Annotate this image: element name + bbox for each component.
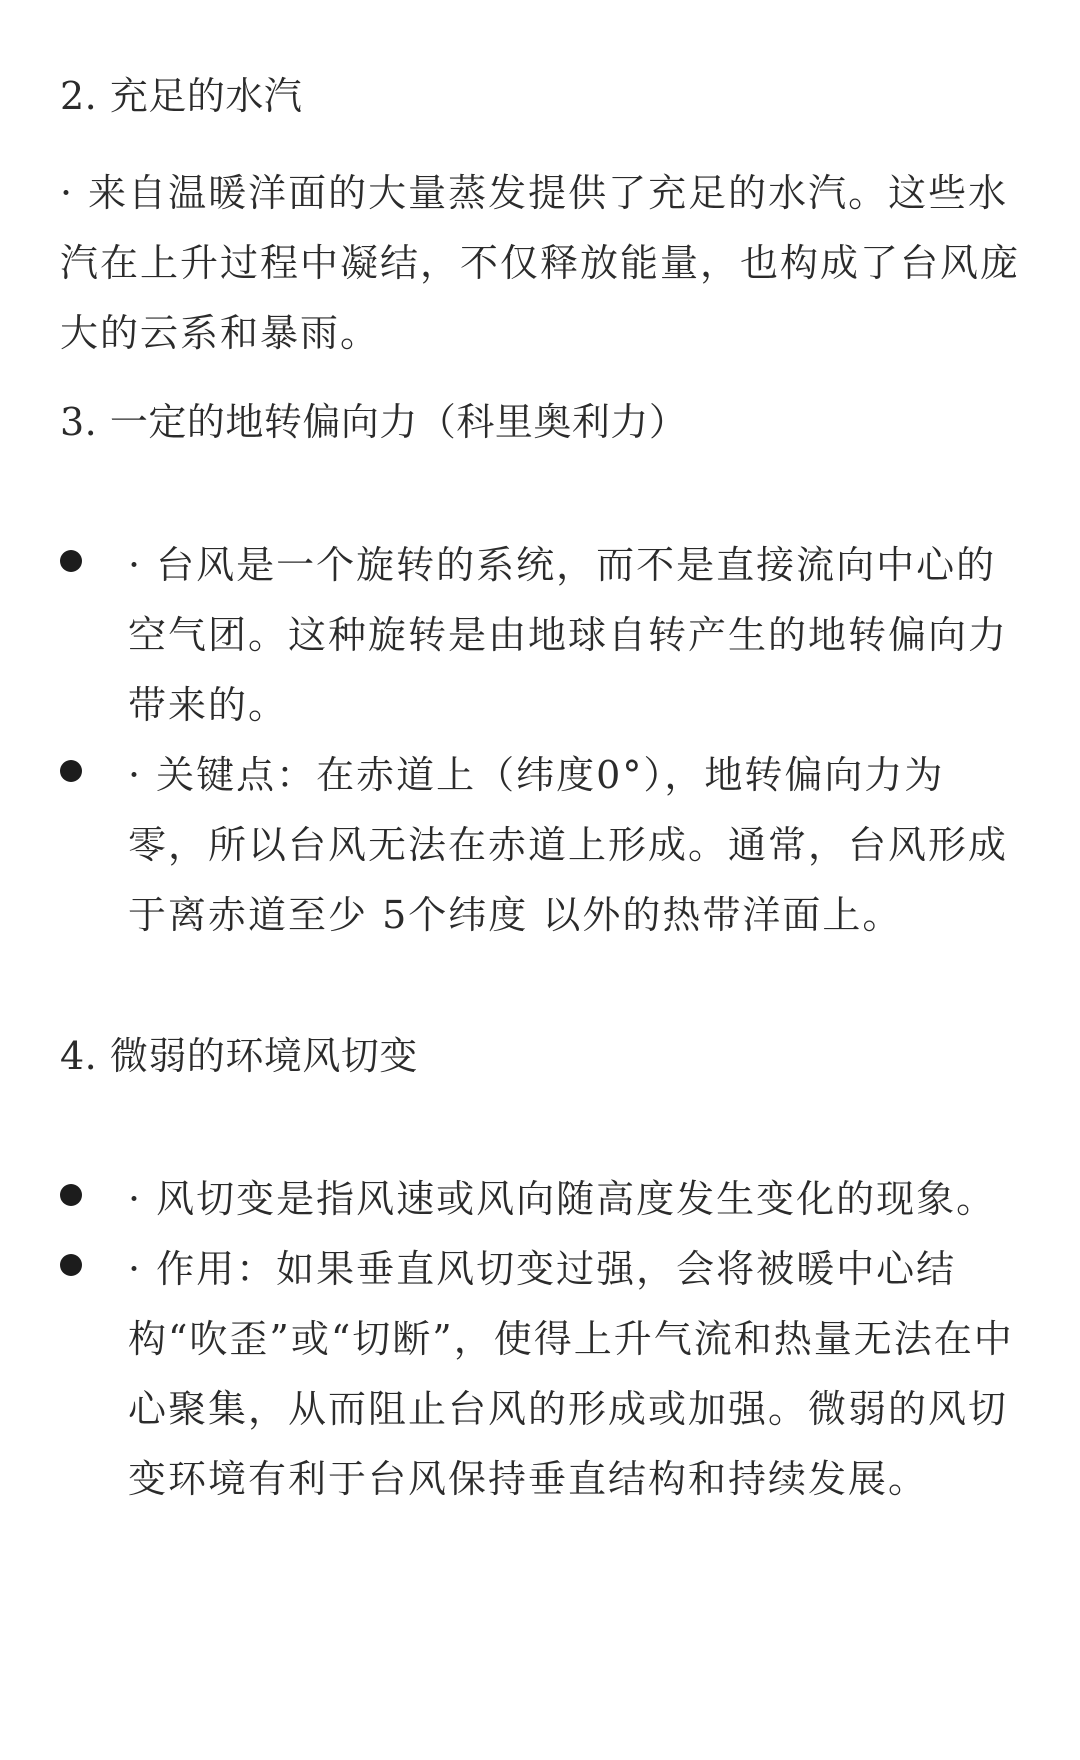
section-heading-water-vapor: 2. 充足的水汽 (60, 74, 303, 118)
bullet-icon (60, 550, 82, 572)
list-item-text: · 风切变是指风速或风向随高度发生变化的现象。 (128, 1177, 997, 1221)
bullet-icon (60, 760, 82, 782)
paragraph-water-vapor: · 来自温暖洋面的大量蒸发提供了充足的水汽。这些水汽在上升过程中凝结，不仅释放能量，也构成了台风庞大的云系和暴雨。 (60, 171, 1021, 355)
list-item-text: · 台风是一个旋转的系统，而不是直接流向中心的空气团。这种旋转是由地球自转产生的地转偏向力带来的。 (128, 543, 1009, 727)
bullet-icon (60, 1254, 82, 1276)
list-item-text: · 关键点：在赤道上（纬度0°），地转偏向力为零，所以台风无法在赤道上形成。通常，台风形成于离赤道至少 5个纬度 以外的热带洋面上。 (128, 753, 1009, 937)
section-heading-coriolis: 3. 一定的地转偏向力（科里奥利力） (60, 400, 688, 444)
section-heading-wind-shear: 4. 微弱的环境风切变 (60, 1034, 418, 1078)
list-item-text: · 作用：如果垂直风切变过强，会将被暖中心结构“吹歪”或“切断”，使得上升气流和热量无法在中心聚集，从而阻止台风的形成或加强。微弱的风切变环境有利于台风保持垂直结构和持续发展。 (128, 1247, 1014, 1501)
bullet-icon (60, 1184, 82, 1206)
